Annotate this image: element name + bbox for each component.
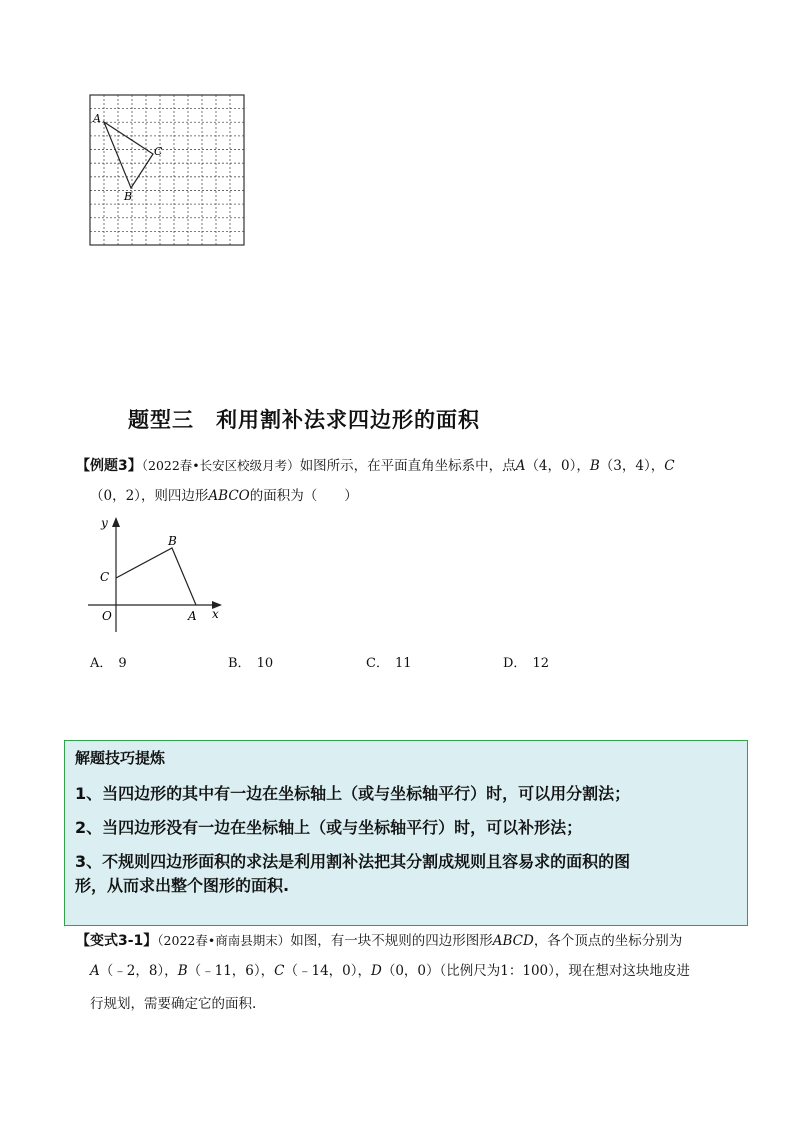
variant-line1 bbox=[76, 930, 682, 952]
choice-letter: B． bbox=[228, 656, 251, 671]
vpoint-c: C bbox=[274, 963, 285, 979]
tips-item-1: 1、当四边形的其中有一边在坐标轴上（或与坐标轴平行）时，可以用分割法； bbox=[75, 784, 631, 803]
vpoint-a: A bbox=[90, 963, 100, 979]
choices bbox=[0, 652, 800, 674]
a-label: A bbox=[188, 609, 197, 623]
example3-line2 bbox=[90, 485, 358, 507]
choice-c[interactable] bbox=[366, 652, 412, 671]
o-label: O bbox=[102, 609, 112, 623]
example3-line1: 【例题3】（2022春•长安区校级月考）如图所示，在平面直角坐标系中，点A（4，0），B（3，4），C bbox=[76, 458, 675, 474]
coordinate-figure bbox=[88, 512, 228, 632]
example3-end: 的面积为（ ） bbox=[249, 488, 358, 504]
label-c: C bbox=[154, 145, 163, 158]
vcoord-d: （0，0）（比例尺为1：100），现在想对这块地皮进 bbox=[381, 963, 690, 979]
coord-c: （0，2） bbox=[90, 488, 141, 504]
choice-value: 9 bbox=[118, 656, 127, 671]
c-label: C bbox=[100, 570, 110, 584]
grid-triangle-figure bbox=[89, 94, 245, 246]
grid-border bbox=[90, 95, 244, 245]
label-b: B bbox=[124, 190, 133, 203]
y-label: y bbox=[101, 516, 108, 530]
choice-letter: D． bbox=[503, 656, 527, 671]
section-heading: 利用割补法求四边形的面积 bbox=[216, 408, 480, 432]
variant-source: （2022春•商南县期末） bbox=[157, 933, 291, 948]
section-title bbox=[128, 404, 480, 434]
tips-item-3-line2: 形，从而求出整个图形的面积. bbox=[75, 876, 290, 895]
choice-letter: A． bbox=[90, 656, 113, 671]
quadrilateral-edges bbox=[116, 548, 196, 605]
tips-box bbox=[64, 740, 748, 926]
vcoord-a: （﹣2，8）， bbox=[99, 963, 178, 979]
choice-value: 12 bbox=[532, 656, 549, 671]
point-c: C bbox=[664, 458, 675, 474]
choice-value: 10 bbox=[256, 656, 274, 671]
label-a: A bbox=[93, 112, 101, 125]
example3-text: 如图所示，在平面直角坐标系中，点 bbox=[299, 458, 516, 474]
example3-source: （2022春•长安区校级月考） bbox=[141, 458, 300, 473]
choice-d[interactable] bbox=[503, 652, 549, 671]
x-label: x bbox=[212, 607, 219, 621]
example3-mid: ，则四边形 bbox=[140, 488, 209, 504]
vcoord-b: （﹣11，6）， bbox=[187, 963, 275, 979]
vcoord-c: （﹣14，0）， bbox=[284, 963, 372, 979]
tips-item-2: 2、当四边形没有一边在坐标轴上（或与坐标轴平行）时，可以补形法； bbox=[75, 818, 583, 837]
section-number: 题型三 bbox=[128, 408, 194, 432]
b-label: B bbox=[168, 534, 177, 548]
coord-b: （3，4） bbox=[599, 458, 651, 474]
choice-letter: C． bbox=[366, 656, 389, 671]
variant-text: 如图，有一块不规则的四边形图形 bbox=[290, 933, 493, 949]
tips-item-3-line1: 3、不规则四边形面积的求法是利用割补法把其分割成规则且容易求的面积的图 bbox=[75, 852, 631, 871]
variant-text-end: ，各个顶点的坐标分别为 bbox=[533, 933, 683, 949]
y-arrow bbox=[112, 517, 120, 527]
vpoint-d: D bbox=[371, 963, 382, 979]
point-a: A bbox=[515, 458, 526, 474]
shape-abcd: ABCD bbox=[492, 933, 534, 949]
variant-line2 bbox=[90, 960, 690, 982]
tips-heading: 解题技巧提炼 bbox=[75, 749, 166, 767]
point-b: B bbox=[589, 458, 600, 474]
variant-line3: 行规划，需要确定它的面积. bbox=[90, 996, 257, 1012]
variant-tag: 【变式3-1】 bbox=[76, 933, 158, 949]
example3-tag: 【例题3】 bbox=[76, 458, 142, 474]
vpoint-b: B bbox=[177, 963, 188, 979]
choice-a[interactable] bbox=[90, 652, 127, 671]
shape-abco: ABCO bbox=[208, 488, 250, 504]
choice-b[interactable] bbox=[228, 652, 273, 671]
coord-a: （4，0） bbox=[525, 458, 577, 474]
choice-value: 11 bbox=[394, 656, 412, 671]
